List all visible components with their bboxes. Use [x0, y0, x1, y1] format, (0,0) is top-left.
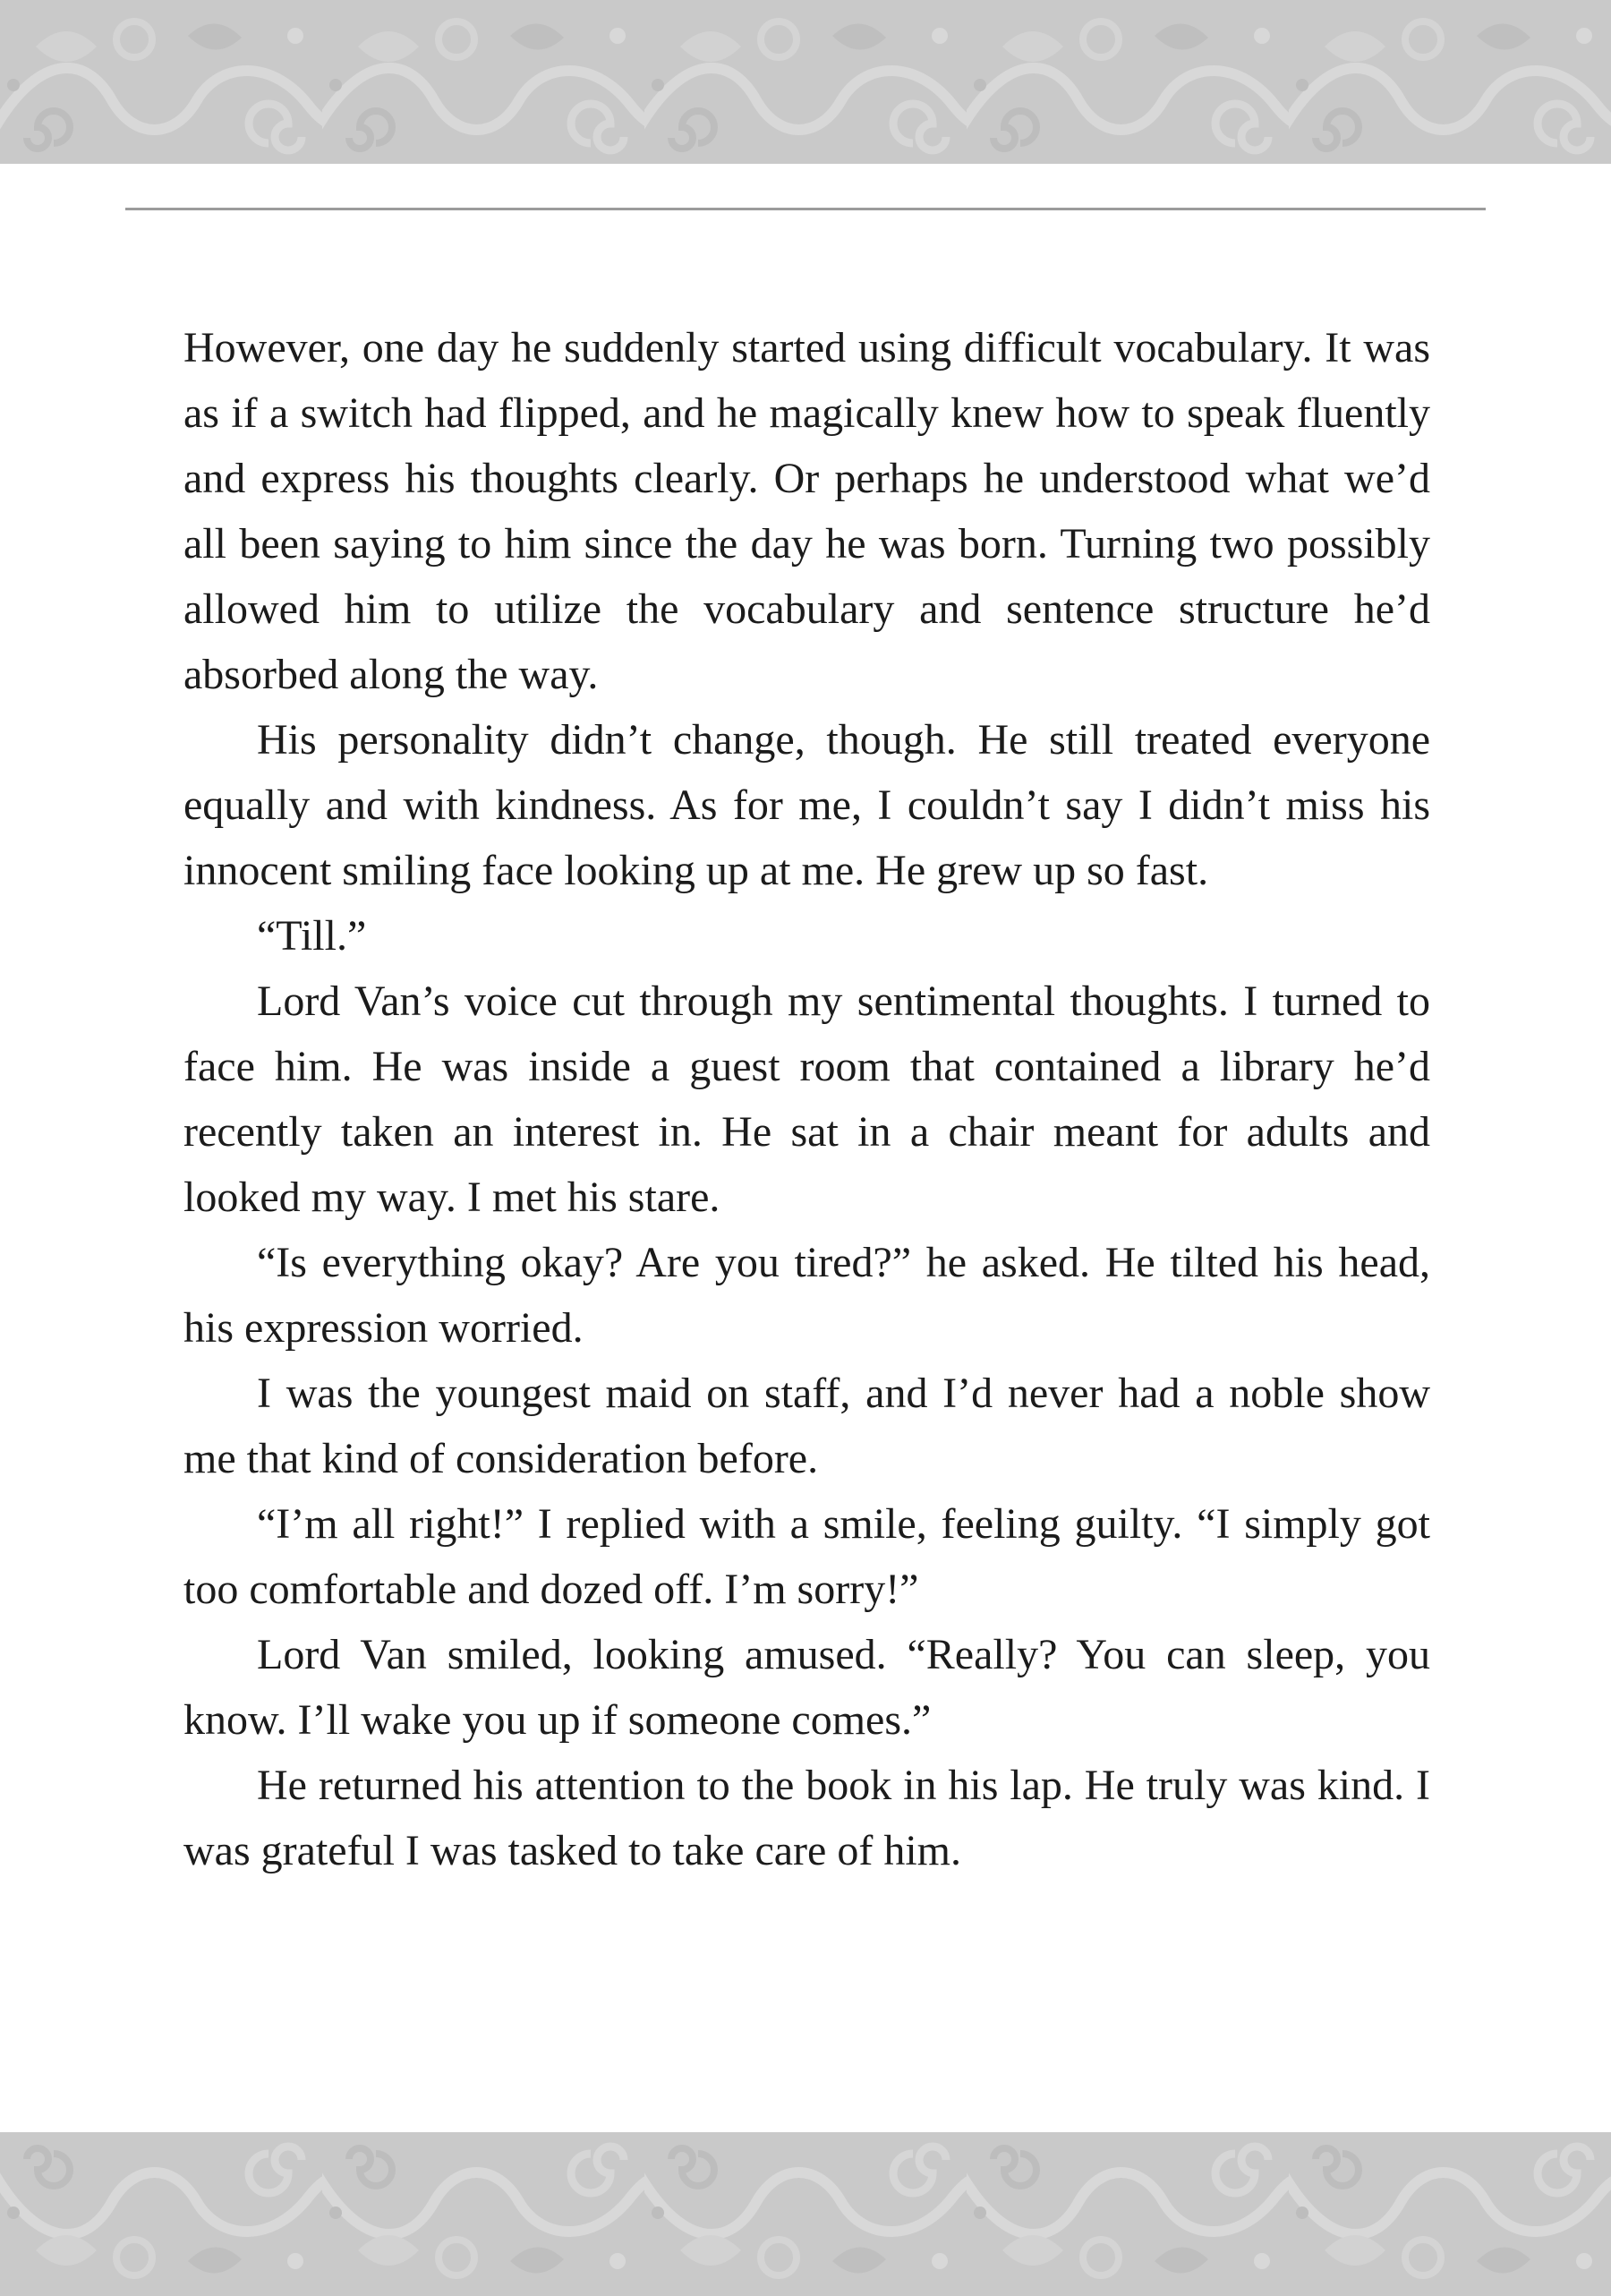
- damask-pattern-icon: [0, 0, 1611, 164]
- paragraph: I was the youngest maid on staff, and I’d never had a noble show me that kind of consideration before.: [183, 1370, 1430, 1482]
- damask-pattern-icon: [0, 2132, 1611, 2296]
- paragraph: Lord Van smiled, looking amused. “Really? You can sleep, you know. I’ll wake you up if someone comes.”: [183, 1631, 1430, 1744]
- page-text: [183, 315, 1430, 1883]
- top-ornament-band: [0, 0, 1611, 164]
- paragraph: However, one day he suddenly started using difficult vocabulary. It was as if a switch had flipped, and he magically knew how to speak fluently and express his thoughts clearly. Or perhaps he understood what we’d all been saying to him since the day he was born. Turning two possibly allowed him to utilize the vocabulary and sentence structure he’d absorbed along the way.: [183, 324, 1430, 698]
- paragraph: “Is everything okay? Are you tired?” he asked. He tilted his head, his expression worried.: [183, 1239, 1430, 1352]
- paragraph: Lord Van’s voice cut through my sentimental thoughts. I turned to face him. He was inside a guest room that contained a library he’d recently taken an interest in. He sat in a chair meant for adults and looked my way. I met his stare.: [183, 977, 1430, 1221]
- paragraph: He returned his attention to the book in his lap. He truly was kind. I was grateful I was tasked to take care of him.: [183, 1762, 1430, 1874]
- paragraph: His personality didn’t change, though. He still treated everyone equally and with kindness. As for me, I couldn’t say I didn’t miss his innocent smiling face looking up at me. He grew up so fast.: [183, 716, 1430, 894]
- divider: [125, 208, 1486, 210]
- paragraph: “I’m all right!” I replied with a smile, feeling guilty. “I simply got too comfortable and dozed off. I’m sorry!”: [183, 1500, 1430, 1613]
- paragraph: “Till.”: [257, 912, 367, 960]
- bottom-ornament-band: [0, 2132, 1611, 2296]
